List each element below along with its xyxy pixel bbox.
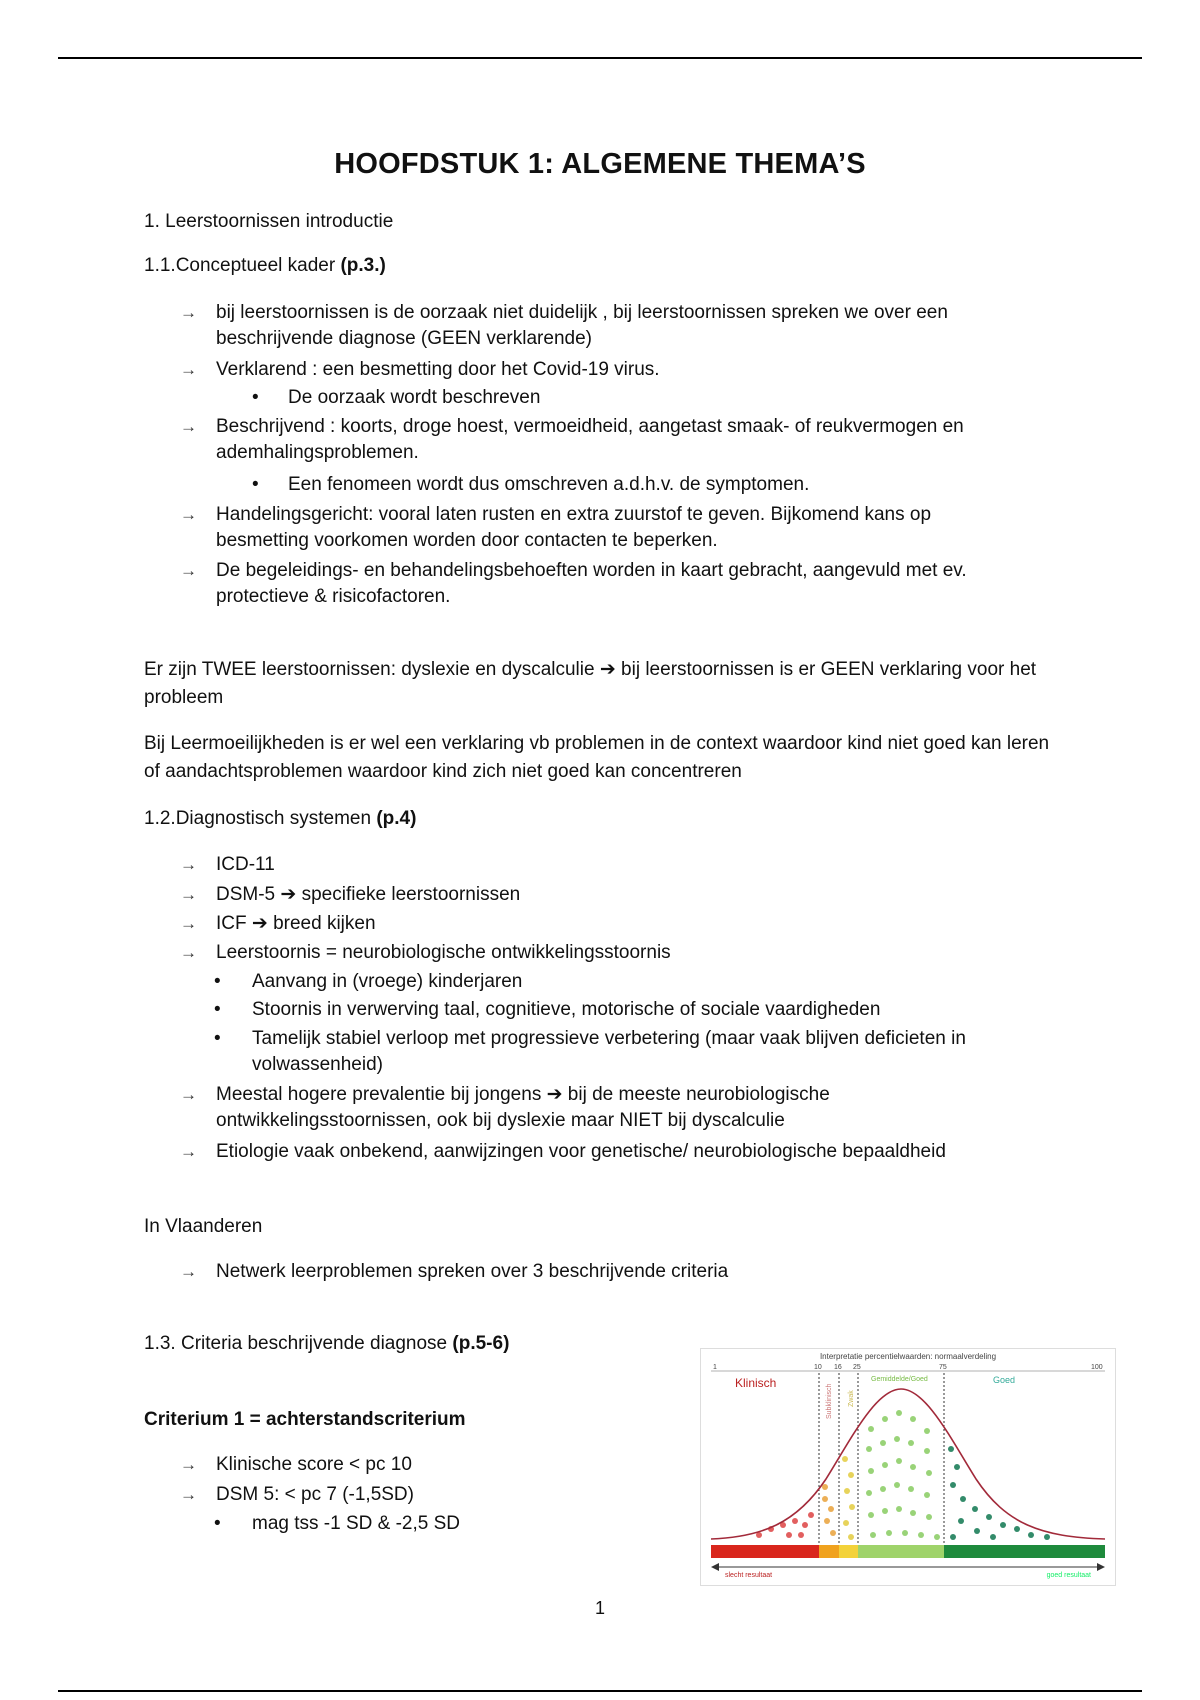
- bullet-icon: •: [214, 1028, 221, 1049]
- item-text: ICF ➔ breed kijken: [216, 913, 376, 934]
- item-text: Verklarend : een besmetting door het Covid-19 virus.: [216, 359, 660, 380]
- page-ref: (p.3.): [340, 255, 386, 276]
- item-text: Stoornis in verwerving taal, cognitieve, motorische of sociale vaardigheden: [252, 999, 881, 1020]
- arrow-icon: →: [180, 561, 197, 580]
- bullet-icon: •: [252, 474, 259, 495]
- paragraph-leermoeilijkheden: Bij Leermoeilijkheden is er wel een verklaring vb problemen in de context waardoor kind niet goed kan leren of aandachtsproblemen waardoor kind zich niet goed kan concentreren: [144, 733, 1050, 782]
- arrow-icon: →: [180, 505, 197, 524]
- footer-rule: [58, 1690, 1142, 1692]
- section-heading-1: 1. Leerstoornissen introductie: [144, 211, 394, 232]
- heading-text: 1.2.Diagnostisch systemen: [144, 808, 377, 829]
- arrow-right-icon: [1097, 1563, 1105, 1571]
- arrow-icon: →: [180, 1142, 197, 1161]
- item-text: Handelingsgericht: vooral laten rusten en extra zuurstof te geven. Bijkomend kans op besmetting voorkomen worden door contacten te beperken.: [216, 504, 932, 551]
- bullet-icon: •: [214, 971, 221, 992]
- page-ref: (p.4): [376, 808, 417, 829]
- item-text: Leerstoornis = neurobiologische ontwikkelingsstoornis: [216, 942, 671, 963]
- implies-arrow-icon: ➔: [599, 659, 616, 680]
- item-text: Aanvang in (vroege) kinderjaren: [252, 971, 523, 992]
- people-clusters: [756, 1410, 1050, 1540]
- item-text: De begeleidings- en behandelingsbehoeften worden in kaart gebracht, aangevuld met ev. protectieve & risicofactoren.: [216, 560, 967, 607]
- zone-label-gemiddeld: Gemiddelde/Goed: [871, 1376, 928, 1383]
- page-number: 1: [594, 1598, 605, 1618]
- item-text: De oorzaak wordt beschreven: [288, 387, 541, 408]
- criterium-1-heading: Criterium 1 = achterstandscriterium: [144, 1409, 466, 1430]
- item-text: ICD-11: [216, 854, 275, 875]
- section-heading-1-2: [144, 805, 416, 833]
- item-text: Een fenomeen wordt dus omschreven a.d.h.v. de symptomen.: [288, 474, 810, 495]
- arrow-left-icon: [711, 1563, 719, 1571]
- tick-25: 25: [853, 1364, 861, 1371]
- paragraph-twee-leerstoornissen: [144, 656, 1064, 712]
- bullet-icon: •: [252, 387, 259, 408]
- arrow-icon: →: [180, 885, 197, 904]
- arrow-icon: →: [180, 303, 197, 322]
- arrow-icon: →: [180, 1455, 197, 1474]
- zone-label-goed: Goed: [993, 1375, 1016, 1385]
- bar-red: [711, 1545, 819, 1558]
- item-text: Meestal hogere prevalentie bij jongens ➔ bij de meeste neurobiologische ontwikkelingsstoornissen, ook bij dyslexie maar NIET bij dyscalculie: [216, 1084, 830, 1131]
- arrow-icon: →: [180, 1485, 197, 1504]
- page-ref: (p.5-6): [452, 1333, 510, 1354]
- distribution-svg: [701, 1349, 1115, 1585]
- normal-distribution-figure: [700, 1348, 1116, 1586]
- bullet-icon: •: [214, 1513, 221, 1534]
- bar-yellow: [839, 1545, 858, 1558]
- header-rule: [58, 57, 1142, 59]
- zone-label-zwak: Zwak: [848, 1390, 855, 1407]
- implies-arrow-icon: ➔: [546, 1084, 563, 1105]
- arrow-icon: →: [180, 1262, 197, 1281]
- chapter-title: HOOFDSTUK 1: ALGEMENE THEMA’S: [334, 148, 866, 180]
- figure-title: Interpretatie percentielwaarden: normaalverdeling: [819, 1352, 997, 1361]
- item-text: Netwerk leerproblemen spreken over 3 beschrijvende criteria: [216, 1261, 729, 1282]
- zone-label-subklinisch: Subklinisch: [826, 1383, 833, 1419]
- para-text-a: Er zijn TWEE leerstoornissen: dyslexie en dyscalculie: [144, 659, 600, 680]
- tick-100: 100: [1091, 1364, 1103, 1371]
- bar-green: [944, 1545, 1105, 1558]
- item-text: bij leerstoornissen is de oorzaak niet duidelijk , bij leerstoornissen spreken we over een beschrijvende diagnose (GEEN verklarende): [216, 302, 948, 349]
- item-text: Etiologie vaak onbekend, aanwijzingen voor genetische/ neurobiologische bepaaldheid: [216, 1141, 946, 1162]
- item-text: DSM 5: < pc 7 (-1,5SD): [216, 1484, 414, 1505]
- bell-curve: [711, 1389, 1105, 1539]
- bullet-icon: •: [214, 999, 221, 1020]
- tick-1: 1: [713, 1364, 717, 1371]
- tick-16: 16: [834, 1364, 842, 1371]
- arrow-icon: →: [180, 914, 197, 933]
- implies-arrow-icon: ➔: [280, 884, 297, 905]
- arrow-icon: →: [180, 1085, 197, 1104]
- para-text-b: bij leerstoornissen is er GEEN verklaring voor het probleem: [144, 659, 1037, 708]
- implies-arrow-icon: ➔: [251, 913, 268, 934]
- item-text: DSM-5 ➔ specifieke leerstoornissen: [216, 884, 521, 905]
- item-text: Tamelijk stabiel verloop met progressieve verbetering (maar vaak blijven deficieten in volwassenheid): [252, 1028, 966, 1075]
- tick-10: 10: [814, 1364, 822, 1371]
- section-heading-1-3: [144, 1330, 509, 1358]
- arrow-icon: →: [180, 360, 197, 379]
- bar-lightgreen: [858, 1545, 944, 1558]
- label-slecht: slecht resultaat: [725, 1572, 773, 1579]
- label-goed: goed resultaat: [1046, 1572, 1091, 1579]
- heading-text: 1.1.Conceptueel kader: [144, 255, 341, 276]
- section-heading-1-1: [144, 252, 386, 280]
- heading-text: 1.3. Criteria beschrijvende diagnose: [144, 1333, 453, 1354]
- item-text: Beschrijvend : koorts, droge hoest, vermoeidheid, aangetast smaak- of reukvermogen en ademhalingsproblemen.: [216, 416, 964, 463]
- item-text: mag tss -1 SD & -2,5 SD: [252, 1513, 461, 1534]
- paragraph-vlaanderen: In Vlaanderen: [144, 1216, 263, 1237]
- arrow-icon: →: [180, 943, 197, 962]
- tick-75: 75: [939, 1364, 947, 1371]
- zone-label-klinisch: Klinisch: [735, 1376, 777, 1390]
- bar-orange: [819, 1545, 839, 1558]
- arrow-icon: →: [180, 855, 197, 874]
- arrow-icon: →: [180, 417, 197, 436]
- item-text: Klinische score < pc 10: [216, 1454, 412, 1475]
